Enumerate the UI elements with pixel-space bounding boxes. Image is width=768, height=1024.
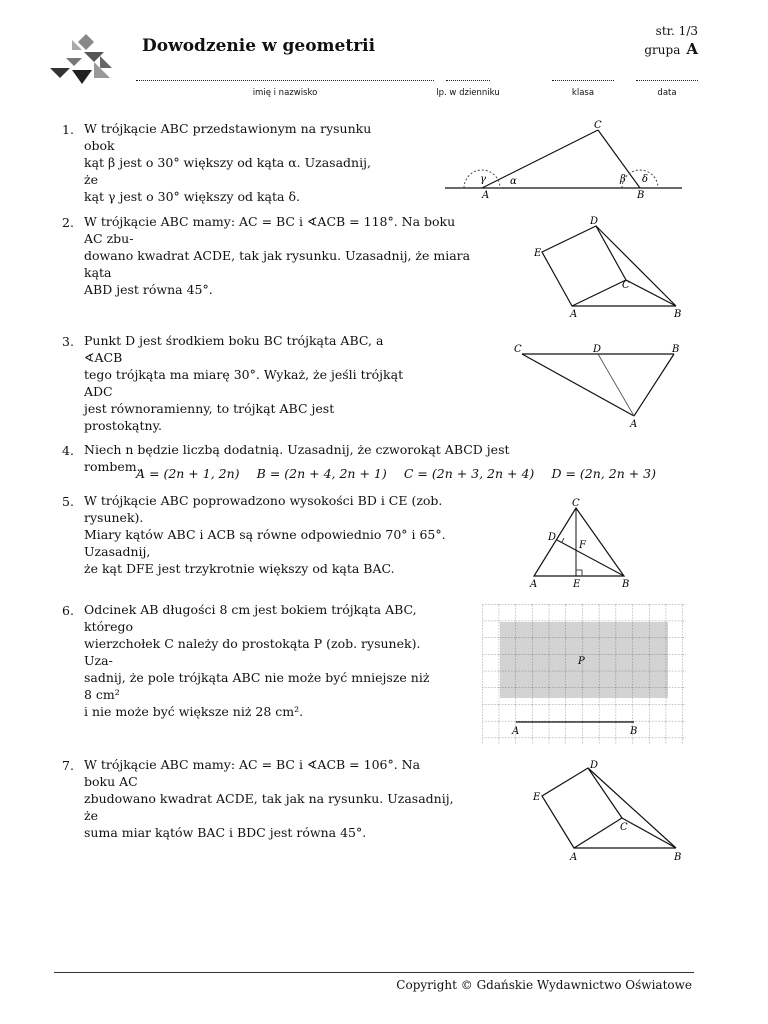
class-field-label: klasa [571,88,595,98]
figure-6 [482,604,686,744]
label-D: D [593,344,602,355]
problem-text: W trójkącie ABC przedstawionym na rysunku obok kąt β jest o 30° większy od kąta α. Uzasadnij, że kąt γ jest o 30° większy od kąta δ. [84,121,372,204]
label-E: E [573,579,581,590]
label-P: P [578,656,585,667]
label-gamma: γ [480,174,486,185]
label-A: A [570,852,578,863]
copyright: Copyright © Gdańskie Wydawnictwo Oświatowe [396,978,692,992]
label-E: E [534,248,542,259]
class-number-field-label: lp. w dzienniku [436,88,500,98]
worksheet-title: Dowodzenie w geometrii [142,36,376,56]
label-delta: δ [642,174,649,185]
problem-number: 7. [62,758,74,773]
class-field[interactable] [552,70,614,81]
class-number-field[interactable] [446,70,490,81]
label-A: A [630,419,638,430]
name-field-label: imię i nazwisko [252,88,318,98]
date-field[interactable] [636,70,698,81]
formula-c: C = (2n + 3, 2n + 4) [403,466,535,481]
problem-number: 5. [62,494,74,509]
formula-d: D = (2n, 2n + 3) [551,466,656,481]
label-alpha: α [510,176,517,187]
page-number: str. 1/3 [655,24,698,38]
label-F: F [579,540,586,551]
problem-number: 1. [62,122,74,137]
name-field[interactable] [136,70,434,81]
problem-number: 3. [62,334,74,349]
publisher-logo [46,32,118,90]
label-B: B [672,344,680,355]
label-beta: β [620,174,626,185]
problem-text: W trójkącie ABC mamy: AC = BC i ∢ACB = 106°. Na boku AC zbudowano kwadrat ACDE, tak jak na rysunku. Uzasadnij, że suma miar kątów BAC i BDC jest równa 45°. [84,757,454,840]
figure-2 [530,214,690,320]
label-D: D [548,532,557,543]
problem-text: Odcinek AB długości 8 cm jest bokiem trójkąta ABC, którego wierzchołek C należy do prostokąta P (zob. rysunek). Uza- sadnij, że pole trójkąta ABC nie może być mniejsze niż 8 cm² i nie może być większe niż 28 cm². [84,602,430,719]
problem-text: Niech n będzie liczbą dodatnią. Uzasadnij, że czworokąt ABCD jest rombem. [84,442,510,474]
figure-1 [440,118,690,204]
vertex-coordinates [136,466,656,481]
problem-number: 6. [62,603,74,618]
label-A: A [530,579,538,590]
label-B: B [674,852,682,863]
label-C: C [514,344,522,355]
label-D: D [590,760,599,771]
label-B: B [622,579,630,590]
label-C: C [620,822,628,833]
label-E: E [533,792,541,803]
group-letter: A [686,40,698,58]
label-B: B [674,309,682,320]
label-B: B [630,726,638,737]
problem-number: 4. [62,443,74,458]
label-C: C [622,280,630,291]
label-B: B [637,190,645,201]
figure-5 [524,496,636,592]
date-field-label: data [657,88,677,98]
label-D: D [590,216,599,227]
formula-a: A = (2n + 1, 2n) [136,466,240,481]
formula-b: B = (2n + 4, 2n + 1) [256,466,387,481]
figure-3 [508,340,688,432]
label-A: A [482,190,490,201]
label-C: C [594,120,602,131]
problem-number: 2. [62,215,74,230]
figure-7 [528,760,688,866]
label-A: A [512,726,520,737]
problem-text: Punkt D jest środkiem boku BC trójkąta ABC, a ∢ACB tego trójkąta ma miarę 30°. Wykaż, że jeśli trójkąt ADC jest równoramienny, to trójkąt ABC jest prostokątny. [84,333,404,433]
problem-text: W trójkącie ABC mamy: AC = BC i ∢ACB = 118°. Na boku AC zbu- dowano kwadrat ACDE, tak jak rysunku. Uzasadnij, że miara kąta ABD jest równa 45°. [84,214,471,297]
label-C: C [572,498,580,509]
label-A: A [570,309,578,320]
problem-text: W trójkącie ABC poprowadzono wysokości BD i CE (zob. rysunek). Miary kątów ABC i ACB są równe odpowiednio 70° i 65°. Uzasadnij, że kąt DFE jest trzykrotnie większy od kąta BAC. [84,493,446,576]
footer-rule [54,972,694,973]
group-label: grupa A [644,40,698,58]
